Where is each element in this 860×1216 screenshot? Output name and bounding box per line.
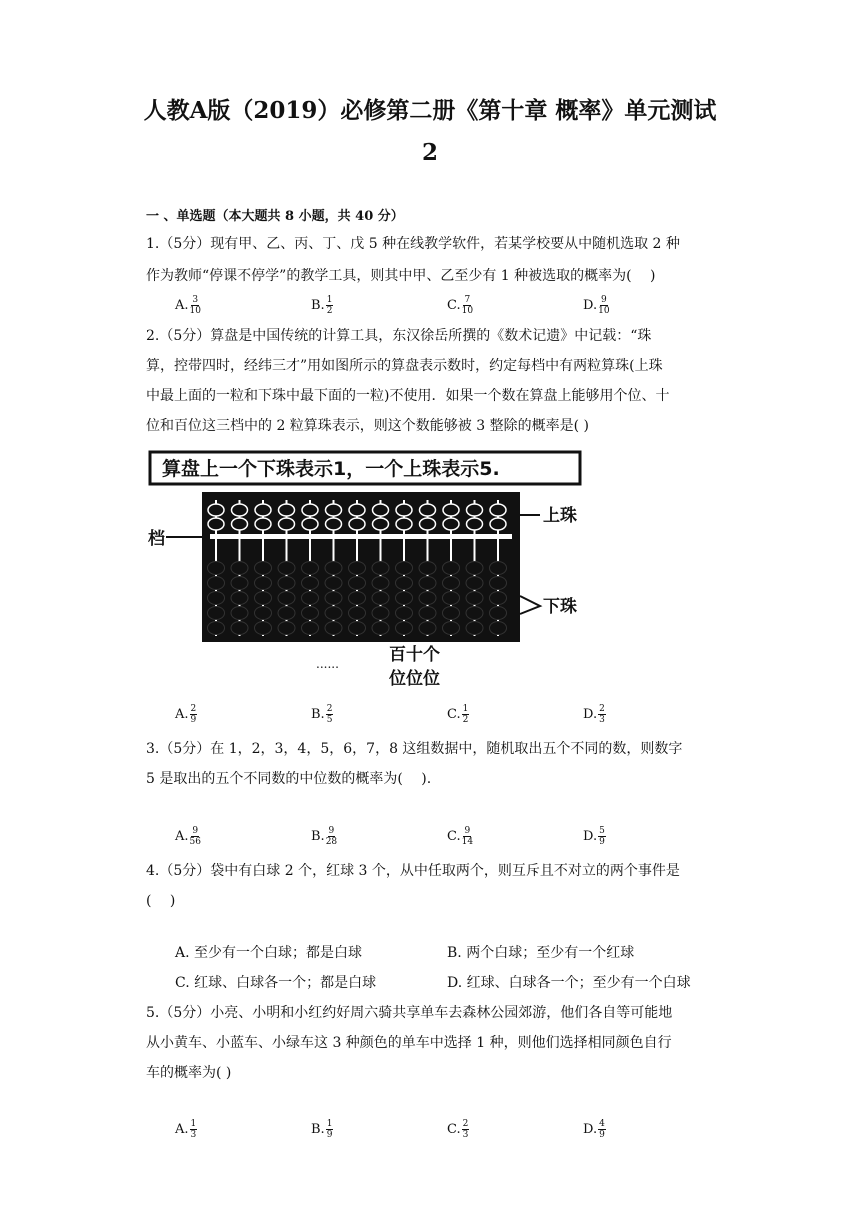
place-label-top: 百十个 (389, 645, 440, 665)
lower-bead (302, 577, 319, 590)
page-title: 人教A版（2019）必修第二册《第十章 概率》单元测试 (143, 97, 717, 124)
lower-bead (443, 562, 460, 575)
q3-option-b[interactable]: B. $\frac{9}{28}$ (311, 826, 338, 847)
abacus-figure (148, 448, 618, 693)
upper-bead (302, 518, 318, 530)
upper-bead (396, 504, 412, 516)
lower-bead (372, 607, 389, 620)
q4-option-d[interactable]: D. 红球、白球各一个；至少有一个白球 (447, 975, 691, 991)
lower-bead (372, 592, 389, 605)
q4-option-a[interactable]: A. 至少有一个白球；都是白球 (175, 945, 363, 961)
lower-bead (255, 577, 272, 590)
lower-bead (490, 562, 507, 575)
upper-bead (232, 504, 248, 516)
q2-line-2: 算，控带四时，经纬三才”用如图所示的算盘表示数时，约定每档中有两粒算珠(上珠 (146, 358, 663, 374)
figure-caption: 算盘上一个下珠表示1，一个上珠表示5. (162, 458, 500, 480)
upper-bead (326, 504, 342, 516)
lower-bead (278, 577, 295, 590)
upper-bead (420, 518, 436, 530)
upper-bead (326, 518, 342, 530)
lower-bead (208, 562, 225, 575)
lower-bead (325, 592, 342, 605)
lower-bead (208, 592, 225, 605)
upper-bead (255, 504, 271, 516)
lower-bead (466, 622, 483, 635)
lower-bead (419, 562, 436, 575)
lower-bead (396, 607, 413, 620)
upper-bead (208, 518, 224, 530)
lower-bead (325, 622, 342, 635)
lower-bead (349, 622, 366, 635)
q5-line-1: 5.（5分）小亮、小明和小红约好周六骑共享单车去森林公园郊游，他们各自等可能地 (146, 1005, 673, 1021)
q4-option-b[interactable]: B. 两个白球；至少有一个红球 (447, 945, 635, 961)
q3-option-d[interactable]: D. $\frac{5}{9}$ (583, 826, 605, 847)
q5-line-2: 从小黄车、小蓝车、小绿车这 3 种颜色的单车中选择 1 种，则他们选择相同颜色自行 (146, 1035, 672, 1051)
q1-option-b[interactable]: B. $\frac{1}{2}$ (311, 295, 333, 316)
label-dang: 档 (148, 529, 165, 549)
lower-bead (466, 562, 483, 575)
upper-bead (420, 504, 436, 516)
upper-bead (490, 504, 506, 516)
upper-bead (396, 518, 412, 530)
lower-bead (349, 607, 366, 620)
q3-option-c[interactable]: C. $\frac{9}{14}$ (447, 826, 474, 847)
q2-line-1: 2.（5分）算盘是中国传统的计算工具，东汉徐岳所撰的《数术记遗》中记载：“珠 (146, 328, 652, 344)
upper-bead (467, 518, 483, 530)
lower-bead (231, 622, 248, 635)
lower-bead (466, 577, 483, 590)
q1-line-2: 作为教师“停课不停学”的教学工具，则其中甲、乙至少有 1 种被选取的概率为( ) (146, 268, 656, 284)
label-lower-bead: 下珠 (543, 597, 577, 617)
lower-bead (372, 622, 389, 635)
upper-bead (302, 504, 318, 516)
q1-option-a[interactable]: A. $\frac{3}{10}$ (175, 295, 201, 316)
q5-option-d[interactable]: D. $\frac{4}{9}$ (583, 1119, 605, 1140)
q4-option-c[interactable]: C. 红球、白球各一个；都是白球 (175, 975, 377, 991)
lower-bead (466, 592, 483, 605)
page-title-line2: 2 (421, 139, 438, 166)
dots: ...... (316, 657, 339, 671)
q5-option-a[interactable]: A. $\frac{1}{3}$ (175, 1119, 197, 1140)
lower-bead (396, 622, 413, 635)
lower-bead (325, 577, 342, 590)
lower-bead (231, 577, 248, 590)
lower-bead (255, 592, 272, 605)
lower-bead (231, 607, 248, 620)
upper-bead (490, 518, 506, 530)
label-upper-bead: 上珠 (543, 506, 577, 526)
lower-bead (490, 577, 507, 590)
q3-option-a[interactable]: A. $\frac{9}{56}$ (175, 826, 201, 847)
lower-bead (255, 562, 272, 575)
q5-option-c[interactable]: C. $\frac{2}{3}$ (447, 1119, 469, 1140)
q5-option-b[interactable]: B. $\frac{1}{9}$ (311, 1119, 333, 1140)
upper-bead (373, 518, 389, 530)
lower-bead (231, 592, 248, 605)
q4-line-2: ( ) (146, 893, 176, 909)
upper-bead (443, 518, 459, 530)
lower-bead (443, 592, 460, 605)
lower-bead (302, 622, 319, 635)
lower-bead (443, 607, 460, 620)
lower-bead (302, 592, 319, 605)
lower-bead (490, 622, 507, 635)
lower-bead (278, 562, 295, 575)
q2-option-d[interactable]: D. $\frac{2}{3}$ (583, 704, 605, 725)
lower-bead (231, 562, 248, 575)
lower-bead (396, 592, 413, 605)
lower-bead (325, 562, 342, 575)
upper-bead (349, 504, 365, 516)
lower-bead (255, 607, 272, 620)
lower-bead (208, 607, 225, 620)
q4-line-1: 4.（5分）袋中有白球 2 个，红球 3 个，从中任取两个，则互斥且不对立的两个事件是 (146, 863, 680, 879)
lower-bead (349, 592, 366, 605)
lower-bead (325, 607, 342, 620)
q2-line-3: 中最上面的一粒和下珠中最下面的一粒)不使用．如果一个数在算盘上能够用个位、十 (146, 388, 670, 404)
upper-bead (232, 518, 248, 530)
q1-line-1: 1.（5分）现有甲、乙、丙、丁、戊 5 种在线教学软件，若某学校要从中随机选取 2 种 (146, 236, 680, 252)
upper-bead (208, 504, 224, 516)
lower-bead (372, 577, 389, 590)
abacus-beam (210, 534, 512, 539)
lower-bead (255, 622, 272, 635)
lower-bead (419, 592, 436, 605)
lower-bead (443, 577, 460, 590)
q2-option-c[interactable]: C. $\frac{1}{2}$ (447, 704, 469, 725)
lower-bead (396, 562, 413, 575)
lower-bead (419, 622, 436, 635)
lower-bead (208, 577, 225, 590)
lower-bead (419, 577, 436, 590)
lower-bead (349, 562, 366, 575)
lower-bead (466, 607, 483, 620)
upper-bead (443, 504, 459, 516)
q1-option-d[interactable]: D. $\frac{9}{10}$ (583, 295, 610, 316)
lower-bead (278, 607, 295, 620)
q1-option-c[interactable]: C. $\frac{7}{10}$ (447, 295, 474, 316)
lower-bead (396, 577, 413, 590)
upper-bead (467, 504, 483, 516)
q5-line-3: 车的概率为( ) (146, 1065, 232, 1081)
q2-line-4: 位和百位这三档中的 2 粒算珠表示，则这个数能够被 3 整除的概率是( ) (146, 418, 589, 434)
lower-bead (419, 607, 436, 620)
lower-bead (372, 562, 389, 575)
q3-line-2: 5 是取出的五个不同数的中位数的概率为( ). (146, 771, 432, 787)
upper-bead (349, 518, 365, 530)
section-header: 一 、单选题（本大题共 8 小题，共 40 分） (146, 209, 404, 224)
lower-bead (349, 577, 366, 590)
lower-bead (278, 592, 295, 605)
upper-bead (255, 518, 271, 530)
q2-option-a[interactable]: A. $\frac{2}{9}$ (175, 704, 197, 725)
lower-bead (302, 562, 319, 575)
lower-bead (302, 607, 319, 620)
upper-bead (279, 518, 295, 530)
upper-bead (373, 504, 389, 516)
lower-bead (278, 622, 295, 635)
lower-bead (208, 622, 225, 635)
q3-line-1: 3.（5分）在 1，2，3，4，5，6，7，8 这组数据中，随机取出五个不同的数，则数字 (146, 741, 683, 757)
q2-option-b[interactable]: B. $\frac{2}{5}$ (311, 704, 333, 725)
place-label-bottom: 位位位 (389, 669, 440, 689)
lower-bead (443, 622, 460, 635)
lower-bead (490, 592, 507, 605)
lower-bead (490, 607, 507, 620)
upper-bead (279, 504, 295, 516)
